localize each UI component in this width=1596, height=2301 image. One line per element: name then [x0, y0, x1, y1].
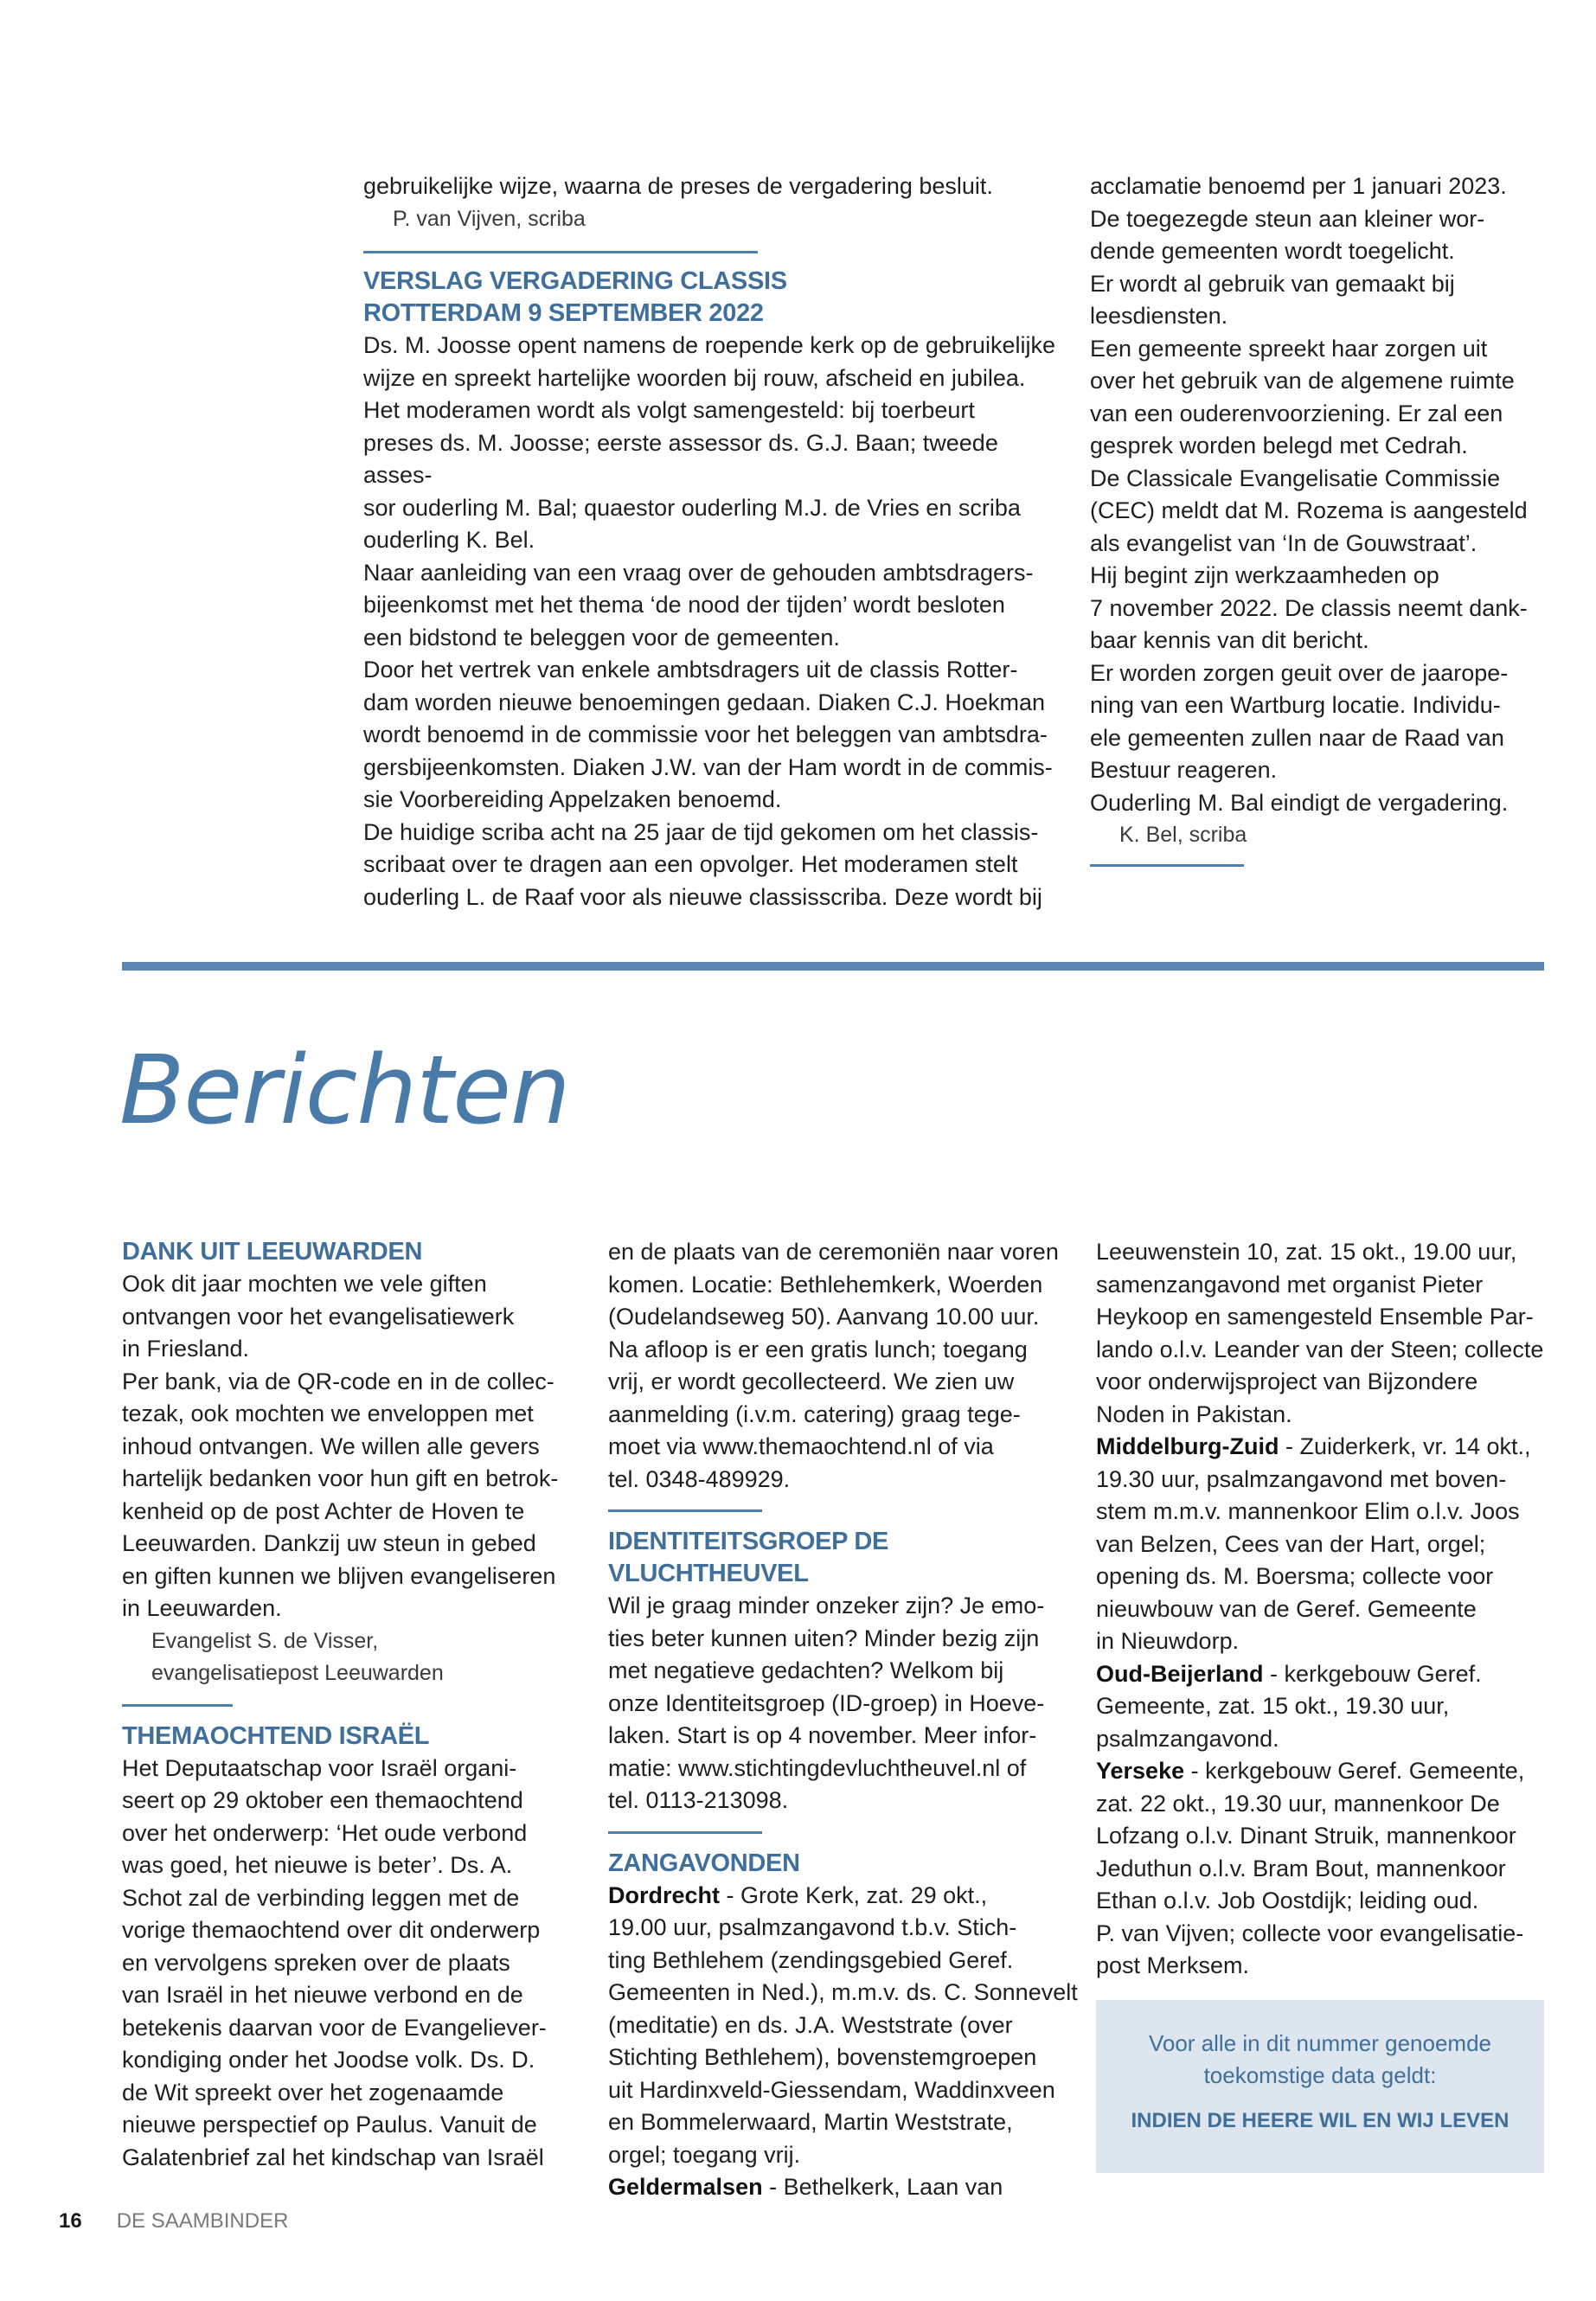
text-line: en vervolgens spreken over de plaats — [122, 1949, 510, 1976]
text-line: Leeuwenstein 10, zat. 15 okt., 19.00 uur, — [1096, 1239, 1517, 1265]
text-line: ning van een Wartburg locatie. Individu- — [1090, 692, 1501, 718]
text-line: aanmelding (i.v.m. catering) graag tege- — [608, 1400, 1021, 1427]
notice-box — [1096, 2000, 1544, 2173]
text-line: inhoud ontvangen. We willen alle gevers — [122, 1433, 540, 1459]
text-line: Het Deputaatschap voor Israël organi- — [122, 1754, 517, 1781]
text-line: Ook dit jaar mochten we vele giften — [122, 1271, 487, 1297]
text-line: P. van Vijven; collecte voor evangelisatie- — [1096, 1920, 1524, 1946]
text-line: De huidige scriba acht na 25 jaar de tijd gekomen om het classis- — [363, 818, 1039, 845]
text-line: Stichting Bethlehem), bovenstemgroepen — [608, 2044, 1037, 2070]
text-line — [1096, 1658, 1544, 1691]
end-divider — [1090, 864, 1244, 867]
news-column-1 — [122, 1236, 580, 2174]
text-line: opening ds. M. Boersma; collecte voor — [1096, 1563, 1494, 1589]
text-line: Door het vertrek van enkele ambtsdragers uit de classis Rotter- — [363, 657, 1018, 683]
text-line: leesdiensten. — [1090, 303, 1228, 329]
text-line: wijze en spreekt hartelijke woorden bij rouw, afscheid en jubilea. — [363, 364, 1026, 391]
text-line: psalmzangavond. — [1096, 1725, 1279, 1752]
place-name: Geldermalsen — [608, 2174, 763, 2200]
text-line: van een ouderenvoorziening. Er zal een — [1090, 400, 1503, 426]
report-column-right — [1090, 170, 1544, 881]
text-line: ting Bethlehem (zendingsgebied Geref. — [608, 1946, 1014, 1973]
text-line: komen. Locatie: Bethlehemkerk, Woerden — [608, 1271, 1043, 1298]
article-signature: evangelisatiepost Leeuwarden — [151, 1661, 444, 1685]
text-line: gersbijeenkomsten. Diaken J.W. van der Ham wordt in de commis- — [363, 753, 1053, 780]
text-line: nieuwbouw van de Geref. Gemeente — [1096, 1595, 1477, 1622]
text-line: over het onderwerp: ‘Het oude verbond — [122, 1819, 528, 1846]
text-line: moet via www.themaochtend.nl of via — [608, 1433, 994, 1459]
text-line: een bidstond te beleggen voor de gemeenten. — [363, 624, 840, 651]
news-column-3 — [1096, 1236, 1544, 1983]
page-footer — [59, 2209, 288, 2234]
text-line: de Wit spreekt over het zogenaamde — [122, 2079, 504, 2106]
text-line: in Leeuwarden. — [122, 1595, 282, 1621]
section-title: Berichten — [119, 1035, 570, 1145]
text-line: en de plaats van de ceremoniën naar voren — [608, 1239, 1059, 1265]
text-line: Er wordt al gebruik van gemaakt bij — [1090, 270, 1455, 297]
text-line: tel. 0348-489929. — [608, 1465, 791, 1492]
text-line: De Classicale Evangelisatie Commissie — [1090, 465, 1501, 491]
text-line — [1096, 1755, 1544, 1788]
text-line: post Merksem. — [1096, 1952, 1250, 1978]
section-divider — [363, 251, 758, 253]
article-heading-zangavonden: ZANGAVONDEN — [608, 1849, 800, 1877]
place-name: Oud-Beijerland — [1096, 1660, 1264, 1687]
place-name: Yerseke — [1096, 1758, 1185, 1784]
report-body — [363, 330, 1068, 913]
text-line: Ouderling M. Bal eindigt de vergadering. — [1090, 789, 1509, 816]
article-divider — [122, 1704, 233, 1707]
page-number: 16 — [59, 2209, 82, 2233]
text-line: matie: www.stichtingdevluchtheuvel.nl of — [608, 1754, 1027, 1781]
text-line: vorige themaochtend over dit onderwerp — [122, 1917, 541, 1943]
article-signature: Evangelist S. de Visser, — [151, 1628, 379, 1653]
text-line: kondiging onder het Joodse volk. Ds. D. — [122, 2047, 535, 2073]
text-line — [608, 1880, 1080, 1913]
report-heading-line2: ROTTERDAM 9 SEPTEMBER 2022 — [363, 299, 764, 327]
text-line: (Oudelandseweg 50). Aanvang 10.00 uur. — [608, 1304, 1040, 1330]
text-line: ouderling K. Bel. — [363, 527, 535, 553]
text-line: en Bommelerwaard, Martin Weststrate, — [608, 2109, 1013, 2135]
text-line: was goed, het nieuwe is beter’. Ds. A. — [122, 1852, 513, 1878]
article-divider — [608, 1509, 762, 1512]
text-line: Galatenbrief zal het kindschap van Israël — [122, 2144, 544, 2170]
text-line: Per bank, via de QR-code en in de collec- — [122, 1368, 554, 1394]
text-line: gesprek worden belegd met Cedrah. — [1090, 433, 1468, 458]
text-line: Hij begint zijn werkzaamheden op — [1090, 562, 1439, 588]
text-line: stem m.m.v. mannenkoor Elim o.l.v. Joos — [1096, 1498, 1520, 1524]
text-line: preses ds. M. Joosse; eerste assessor ds. G.J. Baan; tweede asses- — [363, 429, 998, 488]
text-line: Naar aanleiding van een vraag over de gehouden ambtsdragers- — [363, 559, 1034, 586]
text-line: scribaat over te dragen aan een opvolger. Het moderamen stelt — [363, 851, 1018, 877]
place-detail: - Grote Kerk, zat. 29 okt., — [720, 1881, 988, 1908]
text-line: Schot zal de verbinding leggen met de — [122, 1884, 520, 1911]
text-line: (CEC) meldt dat M. Rozema is aangesteld — [1090, 497, 1528, 523]
text-line: Een gemeente spreekt haar zorgen uit — [1090, 335, 1488, 362]
place-detail: - kerkgebouw Geref. — [1263, 1660, 1482, 1687]
text-line: in Friesland. — [122, 1336, 250, 1362]
text-line: over het gebruik van de algemene ruimte — [1090, 368, 1515, 394]
text-line: sor ouderling M. Bal; quaestor ouderling M.J. de Vries en scriba — [363, 494, 1021, 521]
text-line — [1096, 1431, 1544, 1464]
text-line: hartelijk bedanken voor hun gift en betrok- — [122, 1465, 559, 1491]
report-signature: K. Bel, scriba — [1119, 823, 1247, 847]
text-line: Ds. M. Joosse opent namens de roepende kerk op de gebruikelijke — [363, 332, 1055, 358]
notice-line: toekomstige data geldt: — [1203, 2062, 1437, 2088]
text-line: bijeenkomst met het thema ‘de nood der tijden’ wordt besloten — [363, 592, 1005, 618]
report-column-left — [363, 170, 1068, 913]
text-line: Na afloop is er een gratis lunch; toegang — [608, 1336, 1028, 1362]
text-line: betekenis daarvan voor de Evangeliever- — [122, 2014, 547, 2041]
text-line: Bestuur reageren. — [1090, 757, 1278, 783]
place-detail: - Zuiderkerk, vr. 14 okt., — [1279, 1433, 1531, 1459]
notice-emphasis: INDIEN DE HEERE WIL EN WIJ LEVEN — [1131, 2109, 1509, 2132]
article-divider — [608, 1831, 762, 1834]
text-line: in Nieuwdorp. — [1096, 1628, 1240, 1654]
intro-line: gebruikelijke wijze, waarna de preses de vergadering besluit. — [363, 173, 993, 199]
text-line: Wil je graag minder onzeker zijn? Je emo- — [608, 1593, 1045, 1618]
text-line: zat. 22 okt., 19.30 uur, mannenkoor De — [1096, 1790, 1500, 1817]
text-line: (meditatie) en ds. J.A. Weststrate (over — [608, 2011, 1013, 2038]
place-detail: - kerkgebouw Geref. Gemeente, — [1184, 1758, 1525, 1784]
text-line: Lofzang o.l.v. Dinant Struik, mannenkoor — [1096, 1823, 1516, 1849]
text-line: kenheid op de post Achter de Hoven te — [122, 1497, 525, 1524]
text-line: Het moderamen wordt als volgt samengesteld: bij toerbeurt — [363, 397, 975, 423]
text-line: Ethan o.l.v. Job Oostdijk; leiding oud. — [1096, 1888, 1479, 1913]
section-separator — [122, 962, 1544, 971]
text-line: seert op 29 oktober een themaochtend — [122, 1787, 523, 1813]
article-heading-dank: DANK UIT LEEUWARDEN — [122, 1238, 423, 1266]
place-name: Dordrecht — [608, 1881, 721, 1908]
article-heading-israel: THEMAOCHTEND ISRAËL — [122, 1721, 430, 1750]
text-line: vrij, er wordt gecollecteerd. We zien uw — [608, 1368, 1015, 1394]
text-line: als evangelist van ‘In de Gouwstraat’. — [1090, 529, 1477, 556]
text-line: orgel; toegang vrij. — [608, 2141, 801, 2168]
text-line: laken. Start is op 4 november. Meer infor- — [608, 1722, 1037, 1748]
text-line: met negatieve gedachten? Welkom bij — [608, 1657, 1004, 1683]
article-heading-vluchtheuvel: IDENTITEITSGROEP DE VLUCHTHEUVEL — [608, 1528, 889, 1587]
text-line: Jeduthun o.l.v. Bram Bout, mannenkoor — [1096, 1855, 1506, 1881]
text-line: nieuwe perspectief op Paulus. Vanuit de — [122, 2112, 537, 2138]
text-line: Gemeente, zat. 15 okt., 19.30 uur, — [1096, 1693, 1450, 1719]
publication-name: DE SAAMBINDER — [116, 2209, 289, 2233]
place-detail: - Bethelkerk, Laan van — [762, 2174, 1003, 2200]
text-line: Leeuwarden. Dankzij uw steun in gebed — [122, 1530, 536, 1556]
text-line: voor onderwijsproject van Bijzondere — [1096, 1368, 1478, 1394]
intro-signature: P. van Vijven, scriba — [393, 206, 586, 231]
place-name: Middelburg-Zuid — [1096, 1433, 1279, 1459]
text-line: lando o.l.v. Leander van der Steen; collecte — [1096, 1336, 1544, 1362]
text-line: ele gemeenten zullen naar de Raad van — [1090, 724, 1504, 751]
text-line: ouderling L. de Raaf voor als nieuwe classisscriba. Deze wordt bij — [363, 883, 1042, 910]
text-line: dam worden nieuwe benoemingen gedaan. Diaken C.J. Hoekman — [363, 689, 1045, 715]
news-column-2 — [608, 1236, 1080, 2204]
text-line: Gemeenten in Ned.), m.m.v. ds. C. Sonnevelt — [608, 1979, 1078, 2005]
text-line: uit Hardinxveld-Giessendam, Waddinxveen — [608, 2076, 1055, 2103]
text-line — [608, 2171, 1080, 2204]
text-line: samenzangavond met organist Pieter — [1096, 1271, 1484, 1298]
text-line: 19.30 uur, psalmzangavond met boven- — [1096, 1465, 1507, 1492]
text-line: 19.00 uur, psalmzangavond t.b.v. Stich- — [608, 1914, 1017, 1940]
text-line: Er worden zorgen geuit over de jaarope- — [1090, 659, 1509, 686]
text-line: ties beter kunnen uiten? Minder bezig zijn — [608, 1625, 1040, 1651]
text-line: tel. 0113-213098. — [608, 1787, 789, 1813]
text-line: Noden in Pakistan. — [1096, 1400, 1292, 1427]
text-line: tezak, ook mochten we enveloppen met — [122, 1400, 534, 1426]
text-line: Heykoop en samengesteld Ensemble Par- — [1096, 1304, 1534, 1330]
text-line: en giften kunnen we blijven evangeliseren — [122, 1562, 556, 1589]
text-line: sie Voorbereiding Appelzaken benoemd. — [363, 786, 782, 812]
text-line: 7 november 2022. De classis neemt dank- — [1090, 594, 1528, 621]
notice-line: Voor alle in dit nummer genoemde — [1148, 2030, 1491, 2056]
text-line: wordt benoemd in de commissie voor het beleggen van ambtsdra- — [363, 721, 1048, 747]
text-line: baar kennis van dit bericht. — [1090, 627, 1369, 653]
text-line: van Israël in het nieuwe verbond en de — [122, 1982, 523, 2008]
text-line: ontvangen voor het evangelisatiewerk — [122, 1303, 515, 1330]
text-line: onze Identiteitsgroep (ID-groep) in Hoeve- — [608, 1689, 1045, 1716]
text-line: De toegezegde steun aan kleiner wor- — [1090, 205, 1485, 232]
text-line: acclamatie benoemd per 1 januari 2023. — [1090, 173, 1507, 199]
report-heading-line1: VERSLAG VERGADERING CLASSIS — [363, 267, 787, 295]
text-line: van Belzen, Cees van der Hart, orgel; — [1096, 1530, 1486, 1557]
text-line: dende gemeenten wordt toegelicht. — [1090, 238, 1455, 264]
